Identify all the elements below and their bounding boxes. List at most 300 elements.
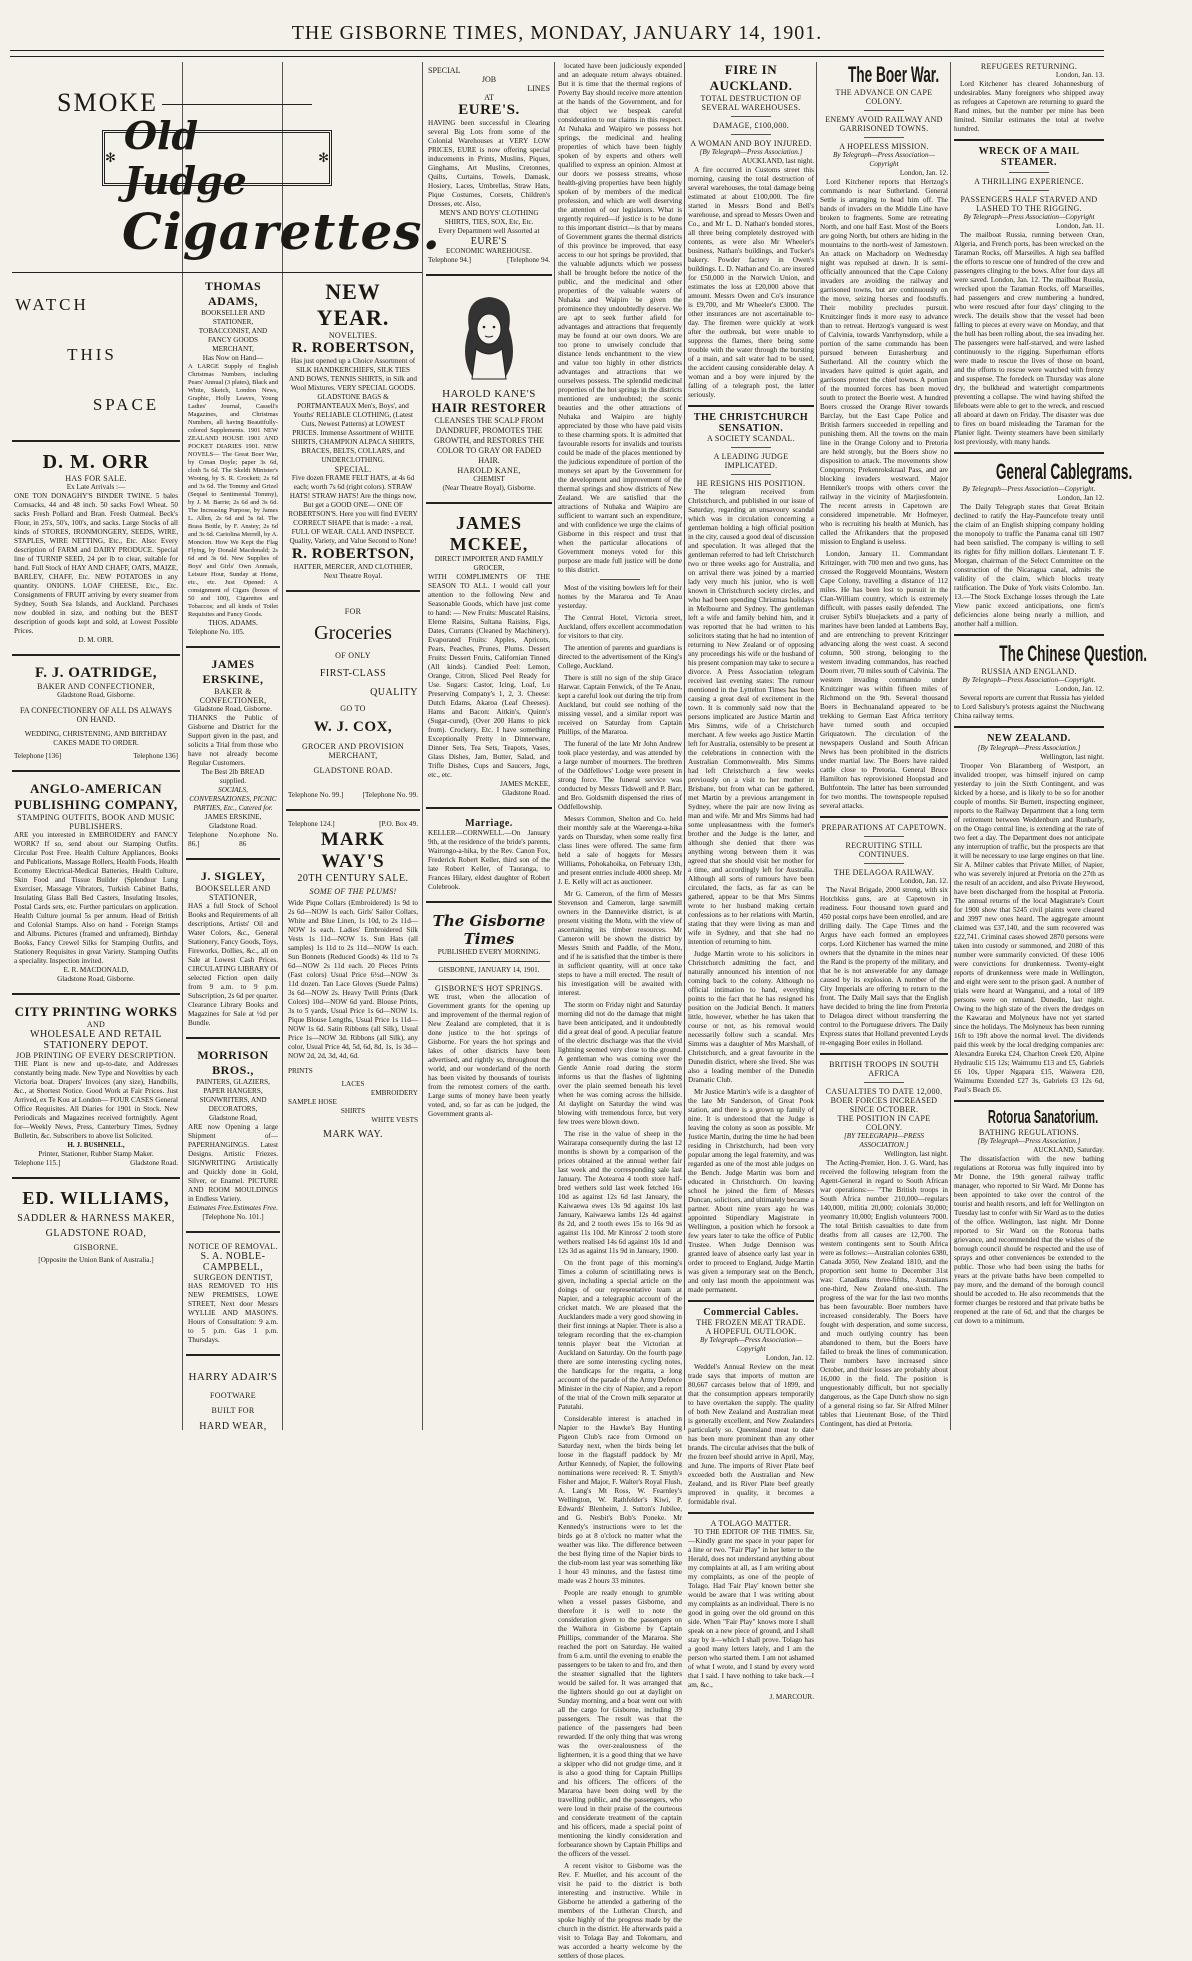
editorial-head: GISBORNE'S HOT SPRINGS. bbox=[435, 984, 543, 993]
cape-dateline: London, Jan. 12. bbox=[899, 877, 948, 885]
british-credit: [BY TELEGRAPH—PRESS ASSOCIATION.] bbox=[843, 1132, 925, 1149]
divider bbox=[954, 452, 1104, 454]
column-5 bbox=[558, 62, 682, 1960]
paragraph: Lord Kitchener reports that Hertzog's commando is near Sutherland. General Settle is arranging to head him off. The bands of invaders on the Middle Line have broken to fragments. Some are retreating North, and one half East. Most of the Boers are going North, but others are hiding in the mountains to the north-west of Jamestown. An attack on Machadorp on Wednesday night was repulsed at dawn. It is semi-officially announced that the Cape Colony invaders are avoiding the railway and garrisoned towns, but are continuously on the move, seizing horses and foodstuffs. Their mobility precludes pursuit. Kruitzinger finds it more easy to advance than to retreat. Hertzog's vanguard is west of Calvinia, towards Vanrhynsdorp, while a portion of the same commando has been pursued between Eurasherburg and Sutherland. All the country which the invaders have quitted is quiet again, and garrisons protect the chief towns. A portion of the mounted forces has been moved south to protect the Boerie west. A hundred Boers crossed the Orange River towards Barclay, but the East Cape Police and British farmers succeeded in repelling and punishing them. All the towns on the main line in the Orange Colony and to Pretoria are held strongly, but the Boers show no disposition to attack. The movements show Conquerors; Prekenrokskraal Pass, and are blocking invaders westward. Major Henniker's troops with others cover the railway in the vicinity of Marjiesfontein. The recent arrests in Capetown are considered impenetrable. Mr Hofmeyer, who is recruiting his health at Munich, has called the Afrikanders that the proposed mission to England is useless. bbox=[820, 178, 948, 546]
watch-label: WATCH bbox=[15, 295, 89, 314]
old-judge-brand: Old Judge bbox=[123, 113, 247, 203]
cox-name: W. J. COX, bbox=[313, 719, 393, 735]
nz-credit: [By Telegraph—Press Association.] bbox=[977, 744, 1081, 752]
mckee-signature: JAMES McKEE, bbox=[500, 780, 550, 788]
kane-sub: HAIR RESTORER bbox=[431, 400, 547, 415]
divider bbox=[12, 993, 180, 995]
williams-note: [Opposite the Union Bank of Australia.] bbox=[38, 1256, 154, 1264]
morrison-sub: PAINTERS, GLAZIERS, PAPER HANGERS, SIGNWRITERS, AND DECORATORS, bbox=[196, 1078, 270, 1113]
column-rule bbox=[422, 62, 423, 1430]
telephone-left: Telephone No. 99.] bbox=[288, 791, 344, 799]
boer-dateline: London, Jan. 12. bbox=[899, 169, 948, 177]
wreck-head: WRECK OF A MAIL STEAMER. bbox=[978, 146, 1080, 168]
christchurch-head: THE CHRISTCHURCH SENSATION. bbox=[693, 412, 809, 434]
christchurch-sub2: A LEADING JUDGE IMPLICATED. bbox=[713, 452, 789, 470]
nz-body bbox=[954, 762, 1104, 1095]
chinese-dateline: London, Jan. 12. bbox=[1055, 685, 1104, 693]
markway-name: MARK WAY'S bbox=[320, 829, 386, 872]
telephone-left: Telephone 94.] bbox=[428, 256, 472, 264]
cables-body bbox=[688, 1363, 814, 1507]
space-label: SPACE bbox=[92, 395, 160, 414]
marriage-notice bbox=[426, 814, 552, 896]
column-3 bbox=[286, 275, 420, 1430]
fire-dateline: AUCKLAND, last night. bbox=[741, 157, 814, 165]
divider bbox=[820, 1053, 948, 1055]
anglo-body: ARE you interested in EMBROIDERY and FANCY WORK? If so, send about our Stamping Outfits. Circular Post Free. Health Culture Appliances, Books and Publications, Massage Rollers, Health Foods, Health Economy Electrical-Medical Batteries, Health Culture, Skin Food and Tissue Builder (Splendour Lung Exerciser, Massage Vibrators, Turkish Cabinet Baths, Insulating Glass Ball Bed Casters, Insulating Insoles, Postal Cards sets, etc. Further particulars on application. Health Culture journal 5s per annum. Head of British and Colonial Stamps. Also on hand - Foreign Stamps and Albums. Pictures (framed and unframed), Birthday Books, Fancy Crewel Silks for Stamping Outfits, and Stationery Requisites in great Variety. Stamping Outfits a speciality. Inspection invited. bbox=[14, 831, 178, 965]
wreck-body bbox=[954, 231, 1104, 447]
paragraph: There is still no sign of the ship Grace Harwar. Captain Fenwick, of the Te Anau, kept a careful look out during the trip from Auckland, but could see nothing of the missing vessel, and a similar report was received on Saturday from Captain Phillips, of the Mararoa. bbox=[558, 674, 682, 736]
mckee-sub: DIRECT IMPORTER AND FAMILY GROCER, bbox=[434, 555, 544, 572]
adair-line1: FOOTWARE bbox=[210, 1391, 256, 1400]
divider bbox=[688, 405, 814, 407]
general-head-text: General Cablegrams. bbox=[995, 459, 1133, 484]
paragraph: On the front page of this morning's Times a column of scintillating news is given, including a special article on the doings of our representative team at Napier, and a telegraphic account of the cricket match. We are pleased that the Aucklanders made a very good showing in their first innings at Napier. There is also a telegram recording that the ex-champion tennis player beat the Victorian at Auckland on Saturday. On the fourth page there are some interesting cycling notes, the handicaps for the regatta, a long account of the parade of the Army Defence Minister in the city of Napier, and a report of the trial of the Crown milk separator at Patutahi. bbox=[558, 1259, 682, 1411]
eure-sub2: ECONOMIC WAREHOUSE. bbox=[445, 247, 533, 255]
cox-telephone bbox=[288, 791, 418, 800]
rotorua-body bbox=[954, 1155, 1104, 1326]
erskine-signature: JAMES ERSKINE, bbox=[204, 813, 262, 821]
robertson-body2: Five dozen FRAME FELT HATS, at 4s 6d each; worth 7s 6d (right colors). STRAW HATS! STRAW HATS! Are the things now, But get a GOOD ONE— ONE OF ROBERTSON'S. Here you will find EVERY CORRECT SHAPE that is made: - a real, FULL OF WEAR. CALL AND INSPECT. Quality, Variety, and Value Second to None! bbox=[288, 474, 418, 545]
general-credit: By Telegraph—Press Association—Copyright. bbox=[962, 485, 1096, 493]
short-rule bbox=[731, 447, 771, 448]
adair-line2: BUILT FOR bbox=[211, 1406, 255, 1415]
cox-goto: GO TO bbox=[340, 704, 366, 713]
rotorua-head-text: Rotorua Sanatorium. bbox=[987, 1107, 1099, 1127]
divider bbox=[186, 1231, 280, 1233]
refugees-dateline: London, Jan. 13. bbox=[1055, 71, 1104, 79]
chinese-credit: By Telegraph—Press Association—Copyright. bbox=[962, 676, 1096, 684]
newyear-sub: NOVELTIES. bbox=[328, 331, 378, 340]
telephone-right: ephone No. 86 bbox=[239, 831, 278, 848]
advert-rule bbox=[12, 272, 422, 273]
british-sub2: BOER FORCES INCREASED SINCE OCTOBER. bbox=[830, 1096, 938, 1114]
telephone-right: Gladstone Road. bbox=[130, 1159, 178, 1167]
robertson-special: SPECIAL. bbox=[334, 465, 372, 474]
wreck-sub: A THRILLING EXPERIENCE. bbox=[974, 177, 1084, 186]
paragraph: The Acting-Premier, Hon. J. G. Ward, has received the following telegram from the Agent-General in regard to South African war operations:— "The British troops in South Africa number 210,000—regulars 140,000, militia 20,000; colonials 30,000; yeomanry 10,000; English volunteers 7000. The total British casualties to date from deaths from all causes are 12,700. The western contingents sent to South Africa were as follows:—Australian colonies 6380, Canada 3050, New Zealand 1810, and the proportion sent home to December 31st was: Canadians three-fifths, Australians one-third, New Zealand one-sixth. The progress of the war for the last two months has been favourable. Boer numbers have increased considerably. The Boers have fought with desperation, and some success, and much outlying country has been abandoned to them, but the Boers have failed to break the lines of communication. Their numbers have increased since October, and their losses are probably about 16,000 in the field. The position is unquestionably difficult, but not specially dangerous, as the Cape Dutch show no sign of a general rising so far. Sir Alfred Milner tables that Lieutenant Bose, of the Third Contingent, has died at Pretoria. bbox=[820, 1159, 948, 1428]
short-rule bbox=[864, 863, 904, 864]
cox-first: FIRST-CLASS bbox=[319, 668, 387, 679]
smoke-flourish bbox=[162, 104, 312, 105]
masthead-rule-bottom bbox=[10, 56, 1104, 57]
divider bbox=[186, 646, 280, 648]
short-rule bbox=[864, 1082, 904, 1083]
divider bbox=[12, 770, 180, 772]
column-1 bbox=[12, 275, 180, 1430]
williams-sub: SADDLER & HARNESS MAKER, bbox=[17, 1213, 175, 1224]
city-body: THE Plant is new and up-to-date, and Addresses constantly being made. New Type and Novelties by each Victoria boat. Drapers' Invoices (any size), Handbills, &c., at Shortest Notice. Good Work at Fair Prices. Just Arrived, ex Te Kou at London— FOUR CASES General Office Requisites. All Diaries for 1901 in Stock. New Periodicals and Magazines received fortnightly. Agent for—Weekly News, Press, Canterbury Times, Sydney Bulletin, &c. Subscribers to above list Solicited. bbox=[14, 1060, 178, 1140]
paragraph: Mr Justice Martin's wife is a daughter of the late Mr Sanderson, of Great Pook station, and there is a grown up family of nine. It is understood that the Judge is leaving the colony as soon as possible. Mr Justice Martin, during the time he had been residing in Christchurch, had been very popular among the legal fraternity, and was regarded as one of the most able judges on the Bench. Judge Martin was born and educated in Christchurch. On leaving school he joined the firm of Messrs Duncan, solicitors, and ultimately became a partner. About nine years ago he was appointed Stipendiary Magistrate in Wellington, a position which he forsook a few years later to take the office of Public Trustee. When Judge Dennison was granted leave of absence early last year in order to proceed to England, Judge Martin was given a temporary seat on the Bench, and only last month the appointment was made permanent. bbox=[688, 1088, 814, 1294]
morrison-estimates bbox=[188, 1204, 278, 1213]
oatridge-address: Gladstone Road, Gisborne. bbox=[57, 691, 135, 699]
boer-sub2: ENEMY AVOID RAILWAY AND GARRISONED TOWNS. bbox=[825, 115, 943, 133]
paragraph: The Naval Brigade, 2000 strong, with six Hotchkiss guns, are at Capetown in readiness. Four thousand town guard and 450 postal corps have been enrolled, and are drilling daily. The Cape Times and the Argus have each formed an employees corps. Lord Kitchener has warned the mine owners that the dynamite in the mines near the Rand is the property of the military, and that he is not answerable for any damage caused by its explosion. A number of the City Imperials are offering to return to the front. The Daily Mail says that the English have decided to bring the line from Pretoria to Delagoa direct without transferring the control to the Portuguese drivers. The Daily Express states that Holland prevented Leyds re-engaging Boer exiles in Holland. bbox=[820, 886, 948, 1047]
robertson-advert bbox=[286, 275, 420, 585]
mckee-body: WITH COMPLIMENTS OF THE SEASON TO ALL. I would call your attention to the following New and Seasonable Goods, which have just come to hand: — New Fruits: Muscatel Raisins, Eleme Raisins, Sultana Raisins, Figs, Dates, Currants (Cleaned by Machinery). Evaporated Fruits: Apples, Apricots, Pears, Peaches, Prunes, Plums. Dessert Fruits: Dessert Fruits, Californian Tinned (All kinds). Candied Peel: Lemon, Orange, Citron, Sliced Peel Ready for Use. Sugars: Castor, Icing, Loaf, Lu Preserving Company's 1, 2, 3. Cheese: Dutch Edams, Akaroa (Leaf Cheeses). Hams and Bacon: Aitkin's, Quinn's (Sugar-cured), (Over 200 Hams to pick from). Crockery, Etc. I have something Exceptionally Pretty in Dinnerware, Dinner Sets, Tea Sets, Teapots, Vases, Glass Dishes, Jam, Butter, Salad, and Trifle Dishes, Cups and Saucers, Jugs, etc., etc. bbox=[428, 573, 550, 779]
eure-lines: LINES bbox=[527, 84, 550, 93]
morrison-address: Gladstone Road, bbox=[209, 1114, 257, 1122]
williams-name: ED. WILLIAMS, bbox=[22, 1188, 170, 1208]
oatridge-confectionery: FA CONFECTIONERY OF ALL DS ALWAYS ON HAND. bbox=[20, 706, 172, 724]
christchurch-sub3: HE RESIGNS HIS POSITION. bbox=[696, 479, 806, 488]
noble-name: S. A. NOBLE-CAMPBELL, bbox=[200, 1251, 266, 1273]
eure-body2: MEN'S AND BOYS' CLOTHING SHIRTS, TIES, SOX, Etc, Etc. bbox=[439, 209, 539, 226]
wreck-dateline: London, Jan. 11. bbox=[1056, 222, 1104, 230]
telephone-right: [Telephone 94. bbox=[506, 256, 550, 264]
markway-prints: PRINTS bbox=[288, 1067, 313, 1075]
telephone-left: Telephone 124.] bbox=[288, 820, 335, 828]
robertson-name: R. ROBERTSON, bbox=[291, 340, 415, 356]
morrison-name: MORRISON BROS., bbox=[197, 1048, 269, 1077]
cables-head: Commercial Cables. bbox=[703, 1307, 799, 1318]
nz-head: NEW ZEALAND. bbox=[987, 733, 1071, 744]
editorial-body: WE trust, when the allocation of Government grants for the opening up and improvement of the thermal region of New Zealand are completed, that it is done justice to the hot springs of Gisborne. For years the hot springs and lakes of other districts have been advertised, and rightly so, throughout the world, and our wonderland of the north has been visited by thousands of tourists from the remotest corners of the earth. Large sums of money have been yearly voted, and, so far as can be judged, the Government grants al- bbox=[428, 993, 550, 1118]
noble-body: HAS REMOVED TO HIS NEW PREMISES, LOWE STREET, Next door Messrs WYLLIE AND MASON'S. Hours of Consultation: 9 a.m. to 5 p.m. Gas 1 p.m. Thursdays. bbox=[188, 1282, 278, 1344]
morrison-telephone: [Telephone No. 101.] bbox=[202, 1213, 264, 1221]
anglo-address: Gladstone Road, Gisborne. bbox=[57, 975, 135, 983]
cables-dateline: London, Jan. 12. bbox=[765, 1354, 814, 1362]
paragraph: The mailboat Russia, running between Oran, Algeria, and French ports, has been wrecked on the Taraman Rocks, off Marseilles. A high sea baffled the efforts to rescue one of hundred of the crew and passengers clinging to the bows. After four days all were saved. London, Jan. 12. The mailboat Russia, wrecked upon the Taraman Rocks, off Marseilles, had passengers and crew numbering a hundred, who were rescued after four days' clinging to the wreck. The details show that the vessel had been falling to pieces at every wave on Monday, and that the hull has been rolling about, the sea invading her. The passengers were half-starved, and were lashed continuously to the rigging. Superhuman efforts were made to rescue the lives of those on board, and the efforts to rescue were watched with frenzy and suspense. The foredeck on Thursday was alone dry, the bulkhead and watertight compartments preventing a collapse. The wind having shifted the lifeboats were able to get to the wreck, and rescued all aboard at dawn on Friday. The disaster was due to fires on board misleading the Taraman for the Planier light. Twenty steamers have been similarly lost previously, with many hands. bbox=[954, 231, 1104, 446]
woman-portrait-icon bbox=[454, 289, 524, 384]
adams-telephone: Telephone No. 105. bbox=[188, 628, 245, 636]
column-8 bbox=[954, 62, 1148, 1430]
markway-embroidery: EMBROIDERY bbox=[370, 1089, 418, 1097]
erskine-address2: Gladstone Road. bbox=[209, 822, 257, 830]
telephone-left: Telephone [136] bbox=[14, 752, 62, 760]
telephone-right: [Telephone No. 99. bbox=[362, 791, 418, 799]
pobox-right: [P.O. Box 49. bbox=[379, 820, 418, 828]
eure-name: EURE'S. bbox=[458, 102, 520, 118]
erskine-socials: SOCIALS, CONVERSAZIONES, PICNIC PARTIES, Etc., Catered for. bbox=[189, 786, 277, 812]
noble-head: NOTICE OF REMOVAL. bbox=[188, 1242, 278, 1251]
boer-head-text: The Boer War. bbox=[847, 62, 940, 87]
paragraph: People are ready enough to grumble when a vessel passes Gisborne, and therefore it is well to note the consideration given to the passengers on the Waihora in Gisborne by Captain Phillips, commander of the Mararoa. She reached the port on Saturday. He waited from 6 a.m. until the evening to enable the passengers to be taken to and fro, and then the steamer signalled that the lighters would be sailed for. It was arranged that the lighters should go out at daylight on Sunday morning, and a boat went out with all the cargo for Gisborne, including 39 passengers. The result was that the patience of the passengers had been rewarded. If the only thing that was wrong was the over-zealousness of the lightermen, it is a good thing that we have a skipper who did not grudge time, and it is also a good thing for Captain Phillips and his officers. The officers of the Mararoa have been doing well by the travelling public, and the passengers, who were loud in their praise of the courteous and considerate treatment of the captain and his officers, made a special point of mentioning the kindly consideration and forbearance shown by Captain Phillips and the officers of the vessel. bbox=[558, 1589, 682, 1858]
paragraph: The telegram received from Christchurch, and published in our issue of Saturday, regarding an unsavoury scandal which was in circulation concerning a gentleman holding a high official position in the city, caused a good deal of discussion and speculation. It was alleged that the gentleman referred to had left Christchurch two or three weeks ago for Australia, and on arrival there was joined by a married lady very much his junior, who is well known in Christchurch society circles, and who had been spending Christmas holidays in Melbourne and Sydney. The gentleman left a wife and family behind him, and it was reported that he had written to his solicitors stating that he had no intention of returning to New Zealand or of opposing any proceedings his wife or the husband of his present companion may take to secure a divorce. A Press Association telegram received last evening states: The rumour mentioned in the Lyttelton Times has been causing a great deal of excitement in the town. It is commonly said now that the persons implicated are Justice Martin and Mrs Simms, wife of a Christchurch merchant. A few weeks ago Justice Martin left for Australia, ostensibly to be present at the celebrations in connection with the Australian Commonwealth. Mrs Simms had left Christchurch a few weeks previously on a visit to her mother in Brisbane, but from what can be gathered, met Martin by a previous arrangement in Sydney, where the pair are now living as man and wife. Mr and Mrs Simms had had some unpleasantness with the former's brother and the Judge is the latter, and although she denied that there was anything wrong between them it was agreed that she should visit her mother for a time, and accordingly left for Australia. Although all sorts of rumours have been circulated, the facts, as far as can be gathered, appear to be that Mrs Simms wrote to her husband making certain confessions as to her relations with Martin, stating that they were living as man and wife in Sydney, and that she had no intention of returning to him. bbox=[688, 488, 814, 946]
cape-body bbox=[820, 886, 948, 1048]
anglo-american-advert bbox=[12, 777, 180, 988]
fire-sub: TOTAL DESTRUCTION OF SEVERAL WAREHOUSES. bbox=[700, 94, 802, 112]
anglo-signature: E. R. MACDONALD, bbox=[63, 966, 129, 974]
kane-signature: HAROLD KANE, bbox=[457, 466, 521, 475]
kane-name: HAROLD KANE'S bbox=[442, 388, 536, 400]
paragraph: Lord Kitchener has cleared Johannesburg of undesirables. Many foreigners who shipped away as refugees at Capetown are returning to guard the Rand mines, but the number per mine has been limited. Similar estimates the total at twelve hundred. bbox=[954, 80, 1104, 133]
paragraph: A recent visitor to Gisborne was the Rev. F. Mueller, and his account of the visit he paid to the district is both interesting and instructive. While in Gisborne he attended a gathering of the members of the Lutheran Church, and spoke highly of the progress made by the church in the district. He afterwards paid a visit to Tolaga Bay and Tokomaru, and was accorded a hearty welcome by the settlers of those places. bbox=[558, 1862, 682, 1960]
general-body bbox=[954, 503, 1104, 629]
adams-sub: BOOKSELLER AND STATIONER, TOBACCONIST, AND FANCY GOODS MERCHANT, bbox=[198, 309, 268, 353]
old-judge-advert bbox=[12, 62, 441, 272]
column-7 bbox=[820, 62, 948, 1430]
newspaper-title: The Gisborne Times bbox=[432, 912, 546, 948]
kane-signature2: CHEMIST bbox=[473, 475, 505, 483]
divider bbox=[954, 726, 1104, 728]
oatridge-name: F. J. OATRIDGE, bbox=[34, 665, 158, 681]
eure-name2: EURE'S bbox=[470, 236, 508, 247]
column-4 bbox=[426, 62, 552, 1430]
general-head bbox=[954, 459, 1133, 485]
adams-advert bbox=[186, 275, 280, 641]
page-masthead: THE GISBORNE TIMES, MONDAY, JANUARY 14, 1901. bbox=[291, 22, 823, 44]
eure-special: SPECIAL bbox=[428, 66, 461, 75]
adair-line3: HARD WEAR, bbox=[199, 1421, 267, 1432]
robertson-name2: R. ROBERTSON, bbox=[291, 546, 415, 562]
divider bbox=[688, 1512, 814, 1514]
column-rule bbox=[950, 62, 951, 1430]
british-sub: CASUALTIES TO DATE 12,000. bbox=[825, 1087, 943, 1096]
robertson-sub2: HATTER, MERCER, AND CLOTHIER, bbox=[293, 563, 413, 571]
fire-sub3: A WOMAN AND BOY INJURED. bbox=[690, 139, 812, 148]
city-name: CITY PRINTING WORKS bbox=[14, 1004, 178, 1019]
sigley-sub: BOOKSELLER AND STATIONER, bbox=[195, 884, 271, 902]
british-dateline: Wellington, last night. bbox=[884, 1150, 948, 1158]
markway-vests: WHITE VESTS bbox=[371, 1116, 418, 1124]
erskine-bread: The Best 2lb BREAD supplied. bbox=[201, 768, 265, 785]
cox-groceries: Groceries bbox=[314, 622, 392, 644]
divider bbox=[426, 807, 552, 809]
paragraph: located have been judiciously expended and an adequate return always obtained. But it is time that the thermal regions of Poverty Bay should receive more attention at the hands of the Government, and for that object we bespeak careful consideration to our claims in this respect. At Nuhaka and Waipiro we possess hot springs, the medicinal and healing properties of which have been highly spoken of by experts and others well qualified to express an opinion. Almost at our doors we possess streams, whose health-giving properties have been highly spoken of by members of the medical profession, and which are well deserving the attention of our legislators. What is urgently required—if justice is to be done to this important district—is that by means of Government grants the thermal districts of this province be improved, that easy access to our hot springs be provided, that the valuable adjuncts which we possess shall be brought before the notice of the public, and the medicinal and other properties of the valuable waters of Nuhaka and Waipiro be given the prominence they undoubtedly deserve. We are apt to seek further afield for advantages and attractions that frequently may be found at our own doors. We are too prone to unwisely conclude that distance lends enchantment to the view and value too highly in other districts advantages and attractions that we ourselves possess. The splendid medicinal properties of the hot springs in the districts mentioned are undoubted; the scenic beauties and the other attractions of Nuhaka and Waipiro are highly appreciated by those who have paid visits to these charming spots. It is admitted that favourable resorts for invalids and tourists could be made of the places mentioned by the judicious expenditure of portion of the moneys set apart by the Government for the development and improvement of the thermal springs and show districts of New Zealand. We are satisfied that the attractions of Nuhaka and Waipiro are sufficient to warrant such an expenditure, and with confidence we urge the claims of Gisborne in this respect and trust that when the particular allocations of Government moneys voted for this purpose are made full justice will be done to this district. bbox=[558, 62, 682, 574]
british-body bbox=[820, 1159, 948, 1429]
oatridge-sub: BAKER AND CONFECTIONER, bbox=[37, 682, 155, 691]
divider bbox=[426, 502, 552, 504]
noble-sub: SURGEON DENTIST, bbox=[193, 1273, 273, 1282]
erskine-advert bbox=[186, 653, 280, 853]
this-label: THIS bbox=[67, 345, 117, 364]
paragraph: London, January 11. Commandant Kritzinger, with 700 men and two guns, has crossed the Roggeveld Mountains, Western Cape Colony, travelling a distance of 112 miles. He has been lost to pursuit in the Clan-William country, which is extremely difficult, with passes easily defended. The cruiser Sybil's bluejackets and a party of marines have been landed at Lamberts Bay, and are entrenching to prevent Kritzinger advancing along the west coast. A second column, 500 strong, belonging to the western invading commandos, has reached Doorn river, 70 miles south of Calvinia. The western invading commando under Kruitzinger was within fifteen miles of Richmond on the 9th. Several thousand Boers in Bechuanaland appeared to be trekking to German East Africa territory have turned south and occupied Griquatown. The circulation of the newspapers Ousland and South African News has been prohibited in the districts under martial law. The Boers have raided cattle close to Pretoria. General Bruce Hamilton has reprovisioned Hoopstad and Bultfontein. The latter has been surrounded for two months. The townspeople repulsed several attacks. bbox=[820, 550, 948, 810]
orr-advert bbox=[12, 447, 180, 649]
paragraph: Trooper Von Blaramberg of Westport, an invalided trooper, was himself injured on camp yesterday to join the Sixth Contingent, and was kicked by a horse, and is likely to be so for another couple of months. Sir Burnett, inspecting engineer, reports to the Railway Department that a long term of retirement between Weddenburn and Runbarly, on the Otago central line, is extending at the rate of two feet a day. The Department does not anticipate any interruption of traffic, but the prospects are that it will be necessary to use large engines on that line. Sir A. Milner cables that Private Miller, of Napier, who was severely injured at Pretoria on the 27th as the result of an accident, and also Private Heywood, have been discharged from the hospital at Pretoria. The annual returns of the local Magistrate's Court for 1900 show that 5245 civil plaints were cleared and 3997 new ones heard. The aggregate amount claimed was £37,140, and the sum recovered was £22,741. Criminal cases showed 2870 persons were taken into custody or summoned, and 2080 of this number were summarily convicted. Of these 1006 were convictions for drunkenness. Twenty-eight reports of drunkenness were made in Wellington, and eight were sent to the prison gaol. A number of trials were heard at Wanganui, and a total of 189 persons were on remand. Dunedin, last night. Owing to the high state of the rivers the dredges on the Kawarau and Molyneux have not yet started since the holidays. The Molyneux has been running 16ft to 19ft above the normal level. The dividends paid this week by the local dredging companies are: Alexandra Eureka £24, Charlton Creek £20, Alpine Hydraulic £15 12s; Waimumu £13 and £5, Gabriels £6 10s, Upper Ngapara £15, Waiwera £20, Waimumu Extended £27 3s, Gabriels £3 12s 6d, Paul's Beach £6. bbox=[954, 762, 1104, 1094]
paragraph: The dissatisfaction with the new bathing regulations at Rotorua was fully inquired into by Mr Donne, the 19th general railway traffic manager, who reported to Sir Ward. Mr Donne has been appointed to take over the control of the tourist and health resorts, and left for Wellington on Tuesday last to confer with Sir Ward as to the duties of the office. Wellington, last night. Mr Donne reported to Sir Ward on the Rotorua baths grievance, and recommended that the wishes of the borough council should be respected and the use of sprays and other conveniences be extended to the public. Those who had been using the baths for years at the private baths have been compelled to pay more, and the demand of the borough council should be acceded to. He also recommends that the former charges be restored and that private baths be reopened at the rate of 6d, and that the charges be cut down to a minimum. bbox=[954, 1155, 1104, 1325]
cape-sub2: THE DELAGOA RAILWAY. bbox=[833, 868, 935, 877]
cox-for: FOR bbox=[344, 607, 362, 616]
star-icon: ✻ bbox=[318, 150, 329, 166]
cox-quality: QUALITY bbox=[370, 687, 418, 698]
eure-at: AT bbox=[484, 93, 494, 102]
star-icon: ✻ bbox=[105, 150, 116, 166]
chinese-head bbox=[954, 641, 1148, 667]
eure-job: JOB bbox=[481, 75, 497, 84]
paragraph: A fire occurred in Customs street this morning, causing the total destruction of several warehouses, the total damage being estimated at about £100,000. The fire started in Messrs Bond and Bell's warehouse, and spread to Messrs Owen and Co., and Mr L. D. Nathan's bonded stores, all three being completely destroyed with contents, as were also Mr Wheeler's business, Nathan's buildings, and Tucker's bakery. Powder factory in Owen's buildings. L. D. Nathan and Co. are insured for £50,000 in the Norwich Union, and estimates the loss at £20,000 above that amount. Messrs Owen and Co's insurance is £9,700, and Mr Wheeler's £3000. The other insurances are not ascertainable to-day. The firemen were quickly at work after the outbreak, but were unable to suppress the flames, there being some trouble with the water through the bursting of a main, and salt water had to be used, the accident causing considerable delay. A woman and a boy were injured by the falling of a telegraph post, the latter seriously. bbox=[688, 166, 814, 399]
williams-address: GLADSTONE ROAD, bbox=[45, 1228, 147, 1239]
newspaper-date: GISBORNE, JANUARY 14, 1901. bbox=[438, 966, 540, 974]
kane-body: CLEANSES THE SCALP FROM DANDRUFF, PROMOTES THE GROWTH, and RESTORES THE COLOR TO GRAY OR FADED HAIR. bbox=[434, 416, 544, 465]
erskine-address: Gladstone Road, Gisborne. bbox=[194, 705, 272, 713]
cables-sub2: A HOPEFUL OUTLOOK. bbox=[705, 1327, 797, 1336]
cox-advert bbox=[286, 597, 420, 804]
divider bbox=[954, 1100, 1104, 1102]
divider bbox=[426, 901, 552, 903]
marriage-head: Marriage. bbox=[465, 818, 513, 829]
adams-sub2: Has Now on Hand— bbox=[202, 354, 264, 362]
paragraph: Weddel's Annual Review on the meat trade says that imports of mutton are 80,667 carcases below that of 1899, and that the consumption appears temporarily to have overtaken the supply. The quality of both New Zealand and Australian meat is generally excellent, and New Zealanders particularly so. Queensland meat to date has been more prominent than any other brands. The circular advises that the bulk of the frozen beef should arrive in April, May, and June. The imports of River Plate beef exceeded both the Australian and New Zealand, and its River Plate beef greatly improved in quality, it becomes a formidable rival. bbox=[688, 1363, 815, 1506]
anglo-name2: PUBLISHING COMPANY, bbox=[14, 797, 178, 812]
divider bbox=[286, 590, 420, 592]
kane-address: (Near Theatre Royal), Gisborne. bbox=[442, 484, 536, 492]
city-printing-advert bbox=[12, 1000, 180, 1172]
divider bbox=[12, 440, 180, 442]
cox-of: OF ONLY bbox=[335, 651, 371, 660]
markway-body: Wide Pique Collars (Embroidered) 1s 9d to 2s 6d—NOW 1s each. Girls' Sailor Collars, White and Blue Linen, 1s 10d, to 2s 11d—NOW 1s each. Ladies' Embroidered Silk Vests 1s 11d—NOW 1s. Sun Hats (all samples) 1s 11d to 2s 11d—NOW 1s each. Sun Bonnets (Reduced Goods) 4s 11d to 7s 6d—NOW 2s 11d each. 20 Pieces Prints (Fast colors) Usual Price 6½d—NOW 3s 11d dozen. Tan Lace Gloves (Suede Palms) 3s 6d—NOW 2s. Heavy Twill Prints (Dark Colors) 10d—NOW 6d yard. Blouse Prints, 3s to 5 yards, Usual Price 1s 6d—NOW 1s. Pique Blouse Lengths, Usual Price 1s 11d—NOW 1s 6d. Satin Ribbons (all Silk), Usual Price 1s—NOW 3d. Ribbons (all Silk), any color, Usual Price 4d, 5d, 6d, 8d, 1s, 1s 3d—NOW 2d, 2d, 3d, 4d, 6d. bbox=[288, 899, 418, 1060]
newyear-head: NEW YEAR. bbox=[316, 279, 390, 330]
eure-body3: Every Department well Assorted at bbox=[438, 227, 540, 235]
cox-address: GLADSTONE ROAD. bbox=[313, 766, 393, 775]
paragraph: The funeral of the late Mr John Andrew took place yesterday, and was attended by a large number of mourners. The brethren of the Oddfellows' Lodge were present in strong force. The funeral service was conducted by Messrs Tidswell and P. Barr, and Bro. Goldsmith dispensed the rites of Oddfellowship. bbox=[558, 740, 682, 811]
old-judge-frame bbox=[102, 113, 332, 203]
adams-body: A LARGE Supply of English Christmas Numbers, including Pears' Annual (3 plates), Black and White, Sketch, London News, Graphic, Holly Leaves, Young Ladies' Journal, Cassell's Magazines, and Christmas Numbers, all having Beautifully-colored Supplements. 1901 NEW ZEALAND HOUSE 1901 AND POCKET DIARIES 1901. NEW NOVELS— The Great Boer War, by Conan Doyle; paper 3s 6d, cloth 5s 6d. The Skeldt Minister's Wooing, by S. R. Crockett; 2s 6d and 3s 6d. The Tommy and Grizel (Sequel to Sentimental Tommy), by J. M. Barrie; 2s 6d and 3s 6d. The Increasing Purpose, by James L. Allen, 2s 6d and 3s 6d. The Brass Bottle, by F. Anstey; 2s 6d and 3s 6d. Cariolina Merrell, by A. Moncion. How We Kept the Flag Flying, by Donald Macdonald; 2s 6d and 3s 6d. New Supplies of Boys' and Girls' Own Annuals, Leisure Hour, Sunday at Home, etc., etc. Just Opened: A consignment of Cigars (boxes of 50 and 100), Cigarettes and Tobaccos; and all kinds of Toilet Requisites and Fancy Goods. bbox=[188, 363, 278, 618]
city-sub2: JOB PRINTING OF EVERY DESCRIPTION. bbox=[16, 1051, 176, 1060]
refugees-body bbox=[954, 80, 1104, 134]
city-signature2: Printer, Stationer, Rubber Stamp Maker. bbox=[38, 1150, 154, 1158]
oatridge-advert bbox=[12, 661, 180, 765]
cox-sub: GROCER AND PROVISION MERCHANT, bbox=[301, 742, 404, 760]
refugees-head: REFUGEES RETURNING. bbox=[980, 62, 1078, 71]
adams-signature: THOS. ADAMS. bbox=[208, 619, 258, 627]
adair-name: HARRY ADAIR'S bbox=[188, 1371, 278, 1383]
short-rule bbox=[1009, 190, 1049, 191]
markway-signature: MARK WAY. bbox=[323, 1129, 383, 1140]
boer-head bbox=[820, 62, 948, 88]
estimates-right: Estimates Free. bbox=[233, 1204, 278, 1212]
city-name2: WHOLESALE AND RETAIL STATIONERY DEPOT. bbox=[30, 1029, 162, 1051]
column-rule bbox=[554, 62, 555, 1430]
orr-sub2: Ex Late Arrivals :— bbox=[66, 483, 126, 491]
paragraph: Considerable interest is attached in Napier to the Hawke's Bay Hunting Pigeon Club's race from Ormond on Saturday next, when the birds being let loose in the flagstaff paddock by Mr Arthur Kennedy, of Napier, the following nominations were received: R. T. Smyth's Fisher and Major, F. Walter's Royal Flush, A. Lang's Mt Ross, W. Fearnley's Wellington, W. Rathfelder's Kiwi, P. Edwards' Blenheim, J. Sutton's Jubilee, and G. Nesbit's Bob's Poneke. Mr Kennedy's instructions were to let the birds go at 8 o'clock no matter what the weather was like. The difference between the best flying time of the Napier birds to the club-room last year was something like 1 hour 43 minutes, and the fastest time made was 2 hours 33 minutes. bbox=[558, 1415, 682, 1585]
adair-advert bbox=[186, 1361, 280, 1436]
orr-signature: D. M. ORR. bbox=[78, 636, 114, 644]
chinese-sub: RUSSIA AND ENGLAND. bbox=[981, 667, 1077, 676]
general-dateline: London, Jan 12. bbox=[1057, 494, 1104, 502]
masthead-rule-top bbox=[10, 50, 1104, 51]
cape-head: PREPARATIONS AT CAPETOWN. bbox=[821, 823, 947, 832]
markway-sub: 20TH CENTURY SALE. bbox=[297, 873, 409, 884]
divider bbox=[428, 979, 550, 980]
noble-campbell-advert bbox=[186, 1238, 280, 1349]
british-sub3: THE POSITION IN CAPE COLONY. bbox=[837, 1114, 931, 1132]
orr-body: ONE TON DONAGHY'S BINDER TWINE. 5 bales Cornsacks, 44 and 48 inch. 50 sacks Fowl Wheat. 50 sacks Fresh Pollard and Bran. Fresh Oatmeal. Beck's Flour, in 25's, 50's, 100's, and sacks. Large Stocks of all kinds of STORES, IRONMONGERY, SEEDS, WIRE, STAPLES, WIRE NETTING, Etc., Etc. Also: Every description of FARM and DAIRY PRODUCE. Special line of TURNIP SEED, 24 per lb to clear, suitable for hand. Full Stock of HAY AND CHAFF, OATS, MAIZE, BARLEY, CHAFF, Etc. NEW POTATOES in any quantity. ONIONS. LOAF CHEESE, Etc., Etc. Consignments of FRUIT arriving by every steamer from Sydney, South Sea Islands, and Auckland. Purchases now doubled in size, and nothing but the BEST description of goods kept and sold, at Lowest Possible Prices. bbox=[14, 492, 178, 635]
paragraph: Several reports are current that Russia has yielded to Lord Salisbury's protests against the Niuchwang China railway terms. bbox=[954, 694, 1104, 720]
chinese-head-text: The Chinese Question. bbox=[999, 641, 1148, 666]
column-2 bbox=[186, 275, 280, 1430]
paragraph: The Daily Telegraph states that Great Britain declined to ratify the Hay-Pauncefote treaty until the claim of an English shipping company holding the monopoly to traffic the Panama canal till 1907 had been satisfied. The company is willing to sell its rights for fifty million dollars. Lieutenant T. F. Morgan, chairman of the Select Committee on the construction of the Nicaragua canal, admits the validity of the claim, which blocks treaty ratification. The Duke of York visits Colombo. Jan. 13.—The Stock Exchange losses through the Late View panic exceed anticipations, one firm's deficiencies alone being nearly a million, and another half a million. bbox=[954, 503, 1104, 628]
column-rule bbox=[816, 62, 817, 1430]
divider bbox=[954, 139, 1104, 141]
markway-telephone bbox=[288, 820, 418, 829]
rotorua-head bbox=[954, 1107, 1104, 1128]
williams-advert bbox=[12, 1184, 180, 1269]
paragraph: Mr G. Cameron, of the firm of Messrs Stevenson and Cameron, large sawmill owners in the Dannevirke district, is at present visiting the Motu, with the view of ascertaining its timber resources. Mr Cameron will be shown the district by Messrs Smith and Paddle, of the Motu, and if he is satisfied that the timber is there in sufficient quantity, will at once take steps to have a mill erected. The result of his investigation will be awaited with interest. bbox=[558, 890, 682, 997]
markway-advert bbox=[286, 816, 420, 1144]
telephone-right: Telephone 136] bbox=[133, 752, 178, 760]
oatridge-telephone bbox=[14, 752, 178, 761]
british-head: BRITISH TROOPS IN SOUTH AFRICA bbox=[829, 1060, 939, 1078]
divider bbox=[186, 858, 280, 860]
erskine-sub: BAKER & CONFECTIONER, bbox=[199, 687, 267, 705]
oatridge-body: WEDDING, CHRISTENING, AND BIRTHDAY CAKES MADE TO ORDER. bbox=[24, 730, 168, 747]
divider bbox=[12, 654, 180, 656]
tolago-head: A TOLAGO MATTER. bbox=[710, 1519, 792, 1528]
divider bbox=[428, 961, 550, 962]
morrison-body: ARE now Opening a large Shipment of— PAPERHANGINGS. Latest Designs. Artistic Friezes. SIGNWRITING Artistically and Quickly done in Gold, Silver, or Enamel. PICTURE AND ROOM MOULDINGS in Endless Variety. bbox=[188, 1123, 278, 1203]
short-rule bbox=[731, 134, 771, 135]
boer-sub3: A HOPELESS MISSION. bbox=[839, 142, 929, 151]
editorial bbox=[426, 908, 552, 1123]
christchurch-body bbox=[688, 488, 814, 1295]
boer-sub: THE ADVANCE ON CAPE COLONY. bbox=[835, 88, 933, 106]
mckee-advert bbox=[426, 509, 552, 802]
short-rule bbox=[731, 474, 771, 475]
paragraph: Messrs Common, Shelton and Co. held their monthly sale at the Waerenga-a-hika yards on Thursday, when some really first class lines were offered. The same firm held a sale of hoggets for Messrs Williams, Pohokahoika, on February 13th, and present entries include 4000 sheep. Mr J. E. Kelly will act as auctioneer. bbox=[558, 815, 682, 886]
divider bbox=[286, 809, 420, 811]
city-signature: H. J. BUSHNELL, bbox=[67, 1141, 125, 1149]
williams-town: GISBORNE. bbox=[73, 1243, 119, 1252]
boer-body bbox=[820, 178, 948, 811]
telephone-left: Telephone No. 86.] bbox=[188, 831, 240, 848]
eure-advert bbox=[426, 62, 552, 269]
erskine-body: THANKS the Public of Gisborne and District for the Support given in the past, and solicits a Trial from those who have not already become Regular Customers. bbox=[188, 714, 278, 767]
divider bbox=[186, 1037, 280, 1039]
erskine-name: JAMES ERSKINE, bbox=[202, 657, 264, 686]
column-6 bbox=[688, 62, 815, 1701]
divider bbox=[12, 1177, 180, 1179]
anglo-name: ANGLO-AMERICAN bbox=[30, 781, 162, 796]
divider bbox=[688, 1300, 814, 1302]
marriage-body: KELLER—CORNWELL.—On January 9th, at the residence of the bride's parents, Wairongo-a-hika, by the Rev. Canon Fox, Frederick Robert Keller, third son of the late Robert Keller, of Tauranga, to Frances Hilary, eldest daughter of Robert Colebrook. bbox=[428, 829, 550, 891]
wreck-sub2: PASSENGERS HALF STARVED AND LASHED TO THE RIGGING. bbox=[960, 195, 1098, 213]
city-telephone bbox=[14, 1159, 178, 1168]
paragraph: The Central Hotel, Victoria street, Auckland, offers excellent accommodation for visitors to that city. bbox=[558, 614, 682, 640]
kane-advert bbox=[426, 281, 552, 497]
cape-sub: RECRUITING STILL CONTINUES. bbox=[845, 841, 923, 859]
divider bbox=[820, 816, 948, 818]
chinese-body bbox=[954, 694, 1104, 721]
fire-credit: [By Telegraph—Press Association.] bbox=[699, 148, 803, 156]
sigley-name: J. SIGLEY, bbox=[200, 869, 266, 883]
paragraph: The storm on Friday night and Saturday morning did not do the damage that might have been anticipated, and it undoubtedly did a great deal of good. A peculiar feature of the electric discharge was that the vivid lightning seemed very close to the ground. A gentleman who was coming over the Gentle Annie road during the storm informs us that the flashes of lightning over the plain seemed beneath his level when he was coming across the hillside. At daylight on Saturday the wind was blowing with tremendous force, but very few trees were blown down. bbox=[558, 1001, 682, 1126]
watch-this-space-advert bbox=[12, 275, 180, 435]
short-rule bbox=[864, 137, 904, 138]
fire-sub2: DAMAGE, £100,000. bbox=[712, 121, 790, 130]
paragraph: Judge Martin wrote to his solicitors in Christchurch admitting the fact, and naturally announced his intention of not coming back to the colony. Although no official intimation to hand, everything points to the fact that he has resigned his position on the Judicial Bench. It matters little, however, whether he has taken that course or not, as his removal would necessarily follow such a scandal. Mrs Simms was a daughter of Mrs Marshall, of Christchurch, and a great favourite in the Dunedin district, where she lived. She was also a leading member of the Dunedin Dramatic Club. bbox=[688, 950, 814, 1084]
paragraph: Most of the visiting bowlers left for their homes by the Mararoa and Te Anau yesterday. bbox=[558, 584, 682, 610]
divider bbox=[426, 274, 552, 276]
sigley-advert bbox=[186, 865, 280, 1032]
short-rule bbox=[864, 110, 904, 111]
markway-laces: LACES bbox=[341, 1080, 365, 1088]
orr-name: D. M. ORR bbox=[42, 451, 150, 473]
cigarettes-label: Cigarettes. bbox=[122, 202, 441, 261]
markway-shirts: SHIRTS bbox=[340, 1107, 366, 1115]
paragraph: The rise in the value of sheep in the Wairarapa consequently during the last 12 months is shown by a comparison of the prices obtained at the annual wether fair last week and the corresponding sale last January. The Aotearoa 4 tooth store half-bred wethers sold last week fetched 16s 10d as against 12s 6d last January, the Kaiwaewa ewes 13s 9d against 10s last January, Kaiwaewa lambs 12s 4d against 8s 2d, and 2 tooth ewes 15s to 16s 9d as against 11s 10d. Mr Kinross' 2 tooth store wethers realised 14s 6d against 10s 1d and 12s 3d as against 11s 9d in January, 1900. bbox=[558, 1130, 682, 1255]
wreck-credit: By Telegraph—Press Association—Copyright bbox=[963, 213, 1095, 221]
robertson-body: Has just opened up a Choice Assortment of SILK HANDKERCHIEFS, SILK TIES AND BOWS, TENNIS SHIRTS, in Silk and Wool Mixtures. VERY SPECIAL GOODS. GLADSTONE BAGS & PORTMANTEAUX Men's, Boys', and Youths' RELIABLE CLOTHING, (Latest Cuts, Newest Patterns) at LOWEST PRICES. Immense Assortment of WHITE SHIRTS, CHAMPION ALPACA SHIRTS, BRACES, BELTS, COLLARS, and UNDERCLOTHING. bbox=[288, 357, 418, 464]
rotorua-dateline: AUCKLAND, Saturday. bbox=[1033, 1146, 1104, 1154]
eure-body: HAVING been successful in Clearing several Big Lots from some of the Colonial Warehouses at VERY LOW PRICES, EURE is now offering special inducements in Prints, Muslins, Piques, Ginghams, Art Muslins, Cretonnes, Quilts, Curtains, Towels, Damask, Hosiery, Laces, Umbrellas, Straw Hats, Pique Costumes, Corsets, Children's Dresses, etc. Also, bbox=[428, 119, 550, 208]
sigley-body: HAS a full Stock of School Books and Requirements of all descriptions, Artists' Oil and Water Colors, &c., General Stationery, Fancy Goods, Toys, Fireworks, Dollies, &c., all on Sale at Lowest Cash Prices. CIRCULATING LIBRARY Of selected Fiction open daily from 9 a.m. to 9 p.m. Subscription, 2s 6d per quarter. Clearance Library Books and Magazines for Sale at ½d per Bundle. bbox=[188, 902, 278, 1027]
boer-credit: By Telegraph—Press Association—Copyright bbox=[833, 151, 935, 168]
eure-telephone bbox=[428, 256, 550, 265]
markway-sample: SAMPLE HOSE bbox=[288, 1098, 337, 1106]
nz-dateline: Wellington, last night. bbox=[1040, 753, 1104, 761]
short-rule bbox=[1009, 172, 1049, 173]
portrait-illustration bbox=[428, 289, 550, 384]
divider bbox=[186, 1354, 280, 1356]
adams-name: THOMAS ADAMS, bbox=[204, 279, 262, 308]
article-continuation bbox=[558, 62, 682, 1961]
cables-credit: By Telegraph—Press Association—Copyright bbox=[700, 1336, 802, 1353]
